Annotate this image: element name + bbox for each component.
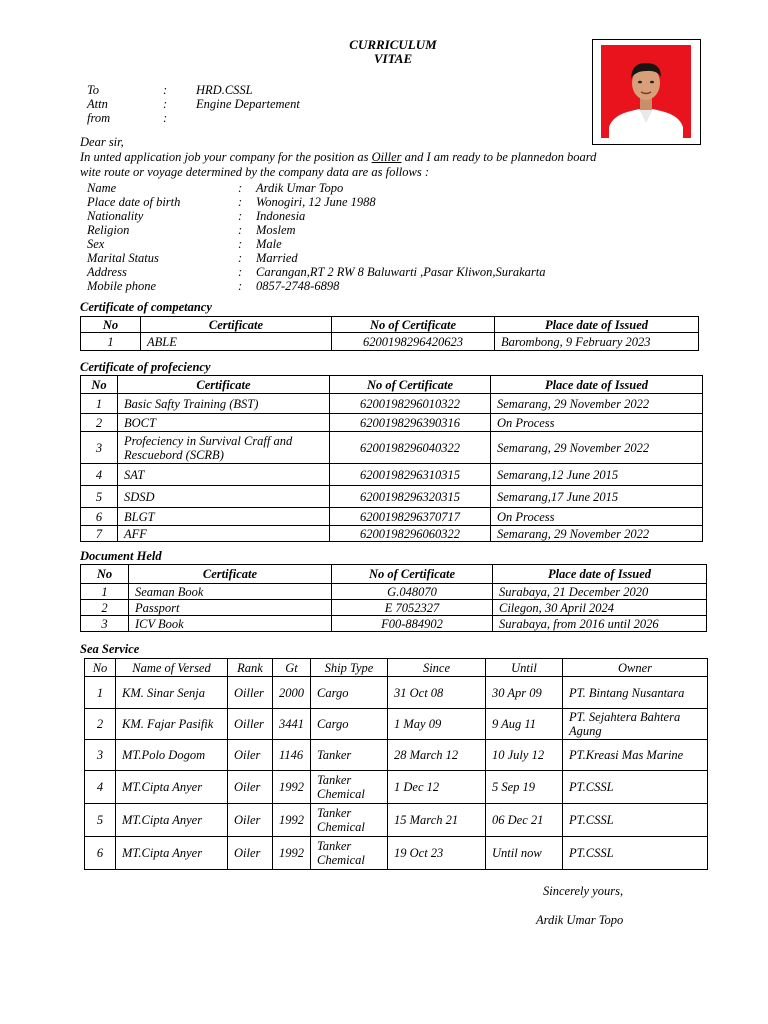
column-header: Place date of Issued (493, 565, 707, 584)
table-cell: On Process (491, 414, 703, 432)
address-colon: : (163, 111, 168, 125)
table-cell: BLGT (118, 508, 330, 526)
personal-colon: : (238, 223, 243, 237)
personal-row (87, 251, 647, 265)
table-cell: 1146 (273, 740, 311, 771)
table-cell: Cilegon, 30 April 2024 (493, 600, 707, 616)
personal-colon: : (238, 181, 243, 195)
intro-line-2: wite route or voyage determined by the company data are as follows : (80, 165, 430, 179)
table-cell: 6200198296060322 (330, 526, 491, 542)
title-line-2: VITAE (373, 51, 413, 66)
table-cell: PT.Kreasi Mas Marine (563, 740, 708, 771)
table-cell: Profeciency in Survival Craff and Rescuebord (SCRB) (118, 432, 330, 464)
table-cell: 1 May 09 (388, 709, 486, 740)
address-key: To (87, 83, 100, 97)
column-header: Place date of Issued (495, 317, 699, 333)
table-cell: Seaman Book (129, 584, 332, 600)
table-cell: 2 (85, 709, 116, 740)
table-cell: 31 Oct 08 (388, 677, 486, 709)
table-cell: PT.CSSL (563, 771, 708, 804)
personal-key: Mobile phone (87, 279, 157, 293)
address-row-attn (87, 97, 387, 111)
personal-value: Male (256, 237, 282, 251)
column-header: Place date of Issued (491, 376, 703, 394)
table-cell: 4 (81, 464, 118, 486)
table-cell: MT.Polo Dogom (116, 740, 228, 771)
table-cell: ABLE (141, 333, 332, 351)
personal-row (87, 181, 647, 195)
table-cell: 1 (85, 677, 116, 709)
table-cell: Semarang,17 June 2015 (491, 486, 703, 508)
table-cell: 6200198296010322 (330, 394, 491, 414)
table-cell: Semarang,12 June 2015 (491, 464, 703, 486)
table-cell: BOCT (118, 414, 330, 432)
table-cell: Semarang, 29 November 2022 (491, 526, 703, 542)
table-row (85, 740, 708, 771)
table-cell: 9 Aug 11 (486, 709, 563, 740)
table-row (81, 508, 703, 526)
table-cell: MT.Cipta Anyer (116, 771, 228, 804)
column-header: Certificate (118, 376, 330, 394)
table-cell: 15 March 21 (388, 804, 486, 837)
table-row (85, 677, 708, 709)
table-cell: Oiler (228, 740, 273, 771)
column-header: No (81, 565, 129, 584)
personal-colon: : (238, 237, 243, 251)
table-cell: SDSD (118, 486, 330, 508)
personal-colon: : (238, 251, 243, 265)
address-value: HRD.CSSL (196, 83, 253, 97)
table-cell: Semarang, 29 November 2022 (491, 432, 703, 464)
column-header: Certificate (141, 317, 332, 333)
table-cell: KM. Fajar Pasifik (116, 709, 228, 740)
table-cell: Cargo (311, 709, 388, 740)
personal-colon: : (238, 209, 243, 223)
table-cell: AFF (118, 526, 330, 542)
table-row (85, 837, 708, 870)
personal-key: Place date of birth (87, 195, 181, 209)
table-cell: 7 (81, 526, 118, 542)
table-cell: 1 (81, 584, 129, 600)
table-cell: Tanker Chemical (311, 771, 388, 804)
intro-line-1 (80, 150, 720, 165)
column-header: No of Certificate (332, 565, 493, 584)
table-cell: Barombong, 9 February 2023 (495, 333, 699, 351)
table-cell: Cargo (311, 677, 388, 709)
table-cell: Surabaya, from 2016 until 2026 (493, 616, 707, 632)
address-key: from (87, 111, 111, 125)
table-cell: 6 (81, 508, 118, 526)
table-header-row (81, 317, 699, 333)
salutation: Dear sir, (80, 135, 124, 149)
table-row (81, 394, 703, 414)
profile-photo-frame (592, 39, 701, 145)
personal-value: Married (256, 251, 298, 265)
table-header-row (81, 376, 703, 394)
column-header: No of Certificate (332, 317, 495, 333)
documents-heading: Document Held (80, 549, 162, 563)
table-cell: Oiller (228, 677, 273, 709)
table-cell: 3 (85, 740, 116, 771)
closing-text: Sincerely yours, (543, 884, 624, 898)
table-cell: Oiler (228, 837, 273, 870)
intro-before: In unted application job your company for the position as (80, 150, 372, 164)
table-cell: G.048070 (332, 584, 493, 600)
table-row (81, 333, 699, 351)
table-row (81, 464, 703, 486)
cover-letter (80, 135, 720, 180)
column-header: Ship Type (311, 659, 388, 677)
personal-key: Name (87, 181, 117, 195)
address-colon: : (163, 97, 168, 111)
column-header: Until (486, 659, 563, 677)
table-cell: Passport (129, 600, 332, 616)
table-cell: 1992 (273, 804, 311, 837)
table-cell: 1 (81, 333, 141, 351)
column-header: No (85, 659, 116, 677)
table-row (81, 486, 703, 508)
table-cell: Basic Safty Training (BST) (118, 394, 330, 414)
personal-colon: : (238, 279, 243, 293)
table-cell: Tanker Chemical (311, 804, 388, 837)
personal-row (87, 209, 647, 223)
competency-heading: Certificate of competancy (80, 300, 212, 314)
table-cell: 3441 (273, 709, 311, 740)
address-row-from (87, 111, 387, 125)
table-cell: Oiller (228, 709, 273, 740)
proficiency-heading: Certificate of profeciency (80, 360, 211, 374)
address-row-to (87, 83, 387, 97)
table-cell: 3 (81, 616, 129, 632)
person-portrait-icon (601, 45, 691, 138)
table-cell: 6 (85, 837, 116, 870)
column-header: Name of Versed (116, 659, 228, 677)
personal-key: Sex (87, 237, 105, 251)
address-key: Attn (87, 97, 108, 111)
table-cell: 6200198296420623 (332, 333, 495, 351)
table-cell: 1992 (273, 837, 311, 870)
table-cell: 3 (81, 432, 118, 464)
table-cell: MT.Cipta Anyer (116, 837, 228, 870)
column-header: Since (388, 659, 486, 677)
table-cell: 4 (85, 771, 116, 804)
personal-row (87, 223, 647, 237)
table-cell: Tanker Chemical (311, 837, 388, 870)
table-cell: KM. Sinar Senja (116, 677, 228, 709)
personal-key: Nationality (87, 209, 144, 223)
address-colon: : (163, 83, 168, 97)
column-header: No (81, 317, 141, 333)
signer-name: Ardik Umar Topo (536, 913, 624, 927)
table-cell: PT.CSSL (563, 804, 708, 837)
table-cell: Tanker (311, 740, 388, 771)
table-cell: Surabaya, 21 December 2020 (493, 584, 707, 600)
table-cell: 5 (81, 486, 118, 508)
table-row (85, 804, 708, 837)
column-header: No (81, 376, 118, 394)
table-cell: Oiler (228, 804, 273, 837)
sea-service-table (84, 658, 708, 870)
table-cell: 10 July 12 (486, 740, 563, 771)
table-cell: PT.CSSL (563, 837, 708, 870)
title-line-1: CURRICULUM (349, 37, 437, 52)
personal-row (87, 195, 647, 209)
table-cell: SAT (118, 464, 330, 486)
personal-row (87, 279, 647, 293)
table-cell: 6200198296310315 (330, 464, 491, 486)
table-cell: 2 (81, 414, 118, 432)
table-cell: 6200198296040322 (330, 432, 491, 464)
table-cell: 5 Sep 19 (486, 771, 563, 804)
table-row (81, 526, 703, 542)
table-cell: 06 Dec 21 (486, 804, 563, 837)
table-cell: 6200198296320315 (330, 486, 491, 508)
table-cell: 19 Oct 23 (388, 837, 486, 870)
personal-value: Wonogiri, 12 June 1988 (256, 195, 376, 209)
intro-after: and I am ready to be plannedon board (401, 150, 597, 164)
table-cell: PT. Bintang Nusantara (563, 677, 708, 709)
table-cell: F00-884902 (332, 616, 493, 632)
column-header: Owner (563, 659, 708, 677)
table-cell: PT. Sejahtera Bahtera Agung (563, 709, 708, 740)
table-row (81, 414, 703, 432)
personal-value: 0857-2748-6898 (256, 279, 340, 293)
table-header-row (85, 659, 708, 677)
personal-data (87, 181, 647, 293)
table-row (81, 432, 703, 464)
personal-key: Address (87, 265, 127, 279)
personal-key: Marital Status (87, 251, 159, 265)
sea-service-heading: Sea Service (80, 642, 140, 656)
address-block (87, 83, 387, 125)
personal-value: Carangan,RT 2 RW 8 Baluwarti ,Pasar Kliwon,Surakarta (256, 265, 546, 279)
table-cell: ICV Book (129, 616, 332, 632)
personal-key: Religion (87, 223, 130, 237)
personal-value: Indonesia (256, 209, 306, 223)
position-applied: Oiller (371, 150, 402, 164)
table-row (85, 771, 708, 804)
personal-colon: : (238, 265, 243, 279)
personal-row (87, 265, 647, 279)
competency-table (80, 316, 699, 351)
personal-colon: : (238, 195, 243, 209)
proficiency-table (80, 375, 703, 542)
table-header-row (81, 565, 707, 584)
table-cell: 1992 (273, 771, 311, 804)
personal-value: Ardik Umar Topo (256, 181, 344, 195)
table-cell: On Process (491, 508, 703, 526)
table-row (85, 709, 708, 740)
table-cell: 1 Dec 12 (388, 771, 486, 804)
table-cell: 5 (85, 804, 116, 837)
table-cell: Until now (486, 837, 563, 870)
table-cell: 2 (81, 600, 129, 616)
table-row (81, 616, 707, 632)
profile-photo (601, 45, 691, 138)
column-header: Gt (273, 659, 311, 677)
table-row (81, 584, 707, 600)
table-cell: E 7052327 (332, 600, 493, 616)
table-row (81, 600, 707, 616)
table-cell: 28 March 12 (388, 740, 486, 771)
table-cell: MT.Cipta Anyer (116, 804, 228, 837)
table-cell: Semarang, 29 November 2022 (491, 394, 703, 414)
column-header: No of Certificate (330, 376, 491, 394)
table-cell: Oiler (228, 771, 273, 804)
address-value: Engine Departement (196, 97, 300, 111)
table-cell: 1 (81, 394, 118, 414)
table-cell: 30 Apr 09 (486, 677, 563, 709)
table-cell: 2000 (273, 677, 311, 709)
column-header: Rank (228, 659, 273, 677)
personal-value: Moslem (256, 223, 296, 237)
column-header: Certificate (129, 565, 332, 584)
table-cell: 6200198296390316 (330, 414, 491, 432)
documents-table (80, 564, 707, 632)
personal-row (87, 237, 647, 251)
table-cell: 6200198296370717 (330, 508, 491, 526)
